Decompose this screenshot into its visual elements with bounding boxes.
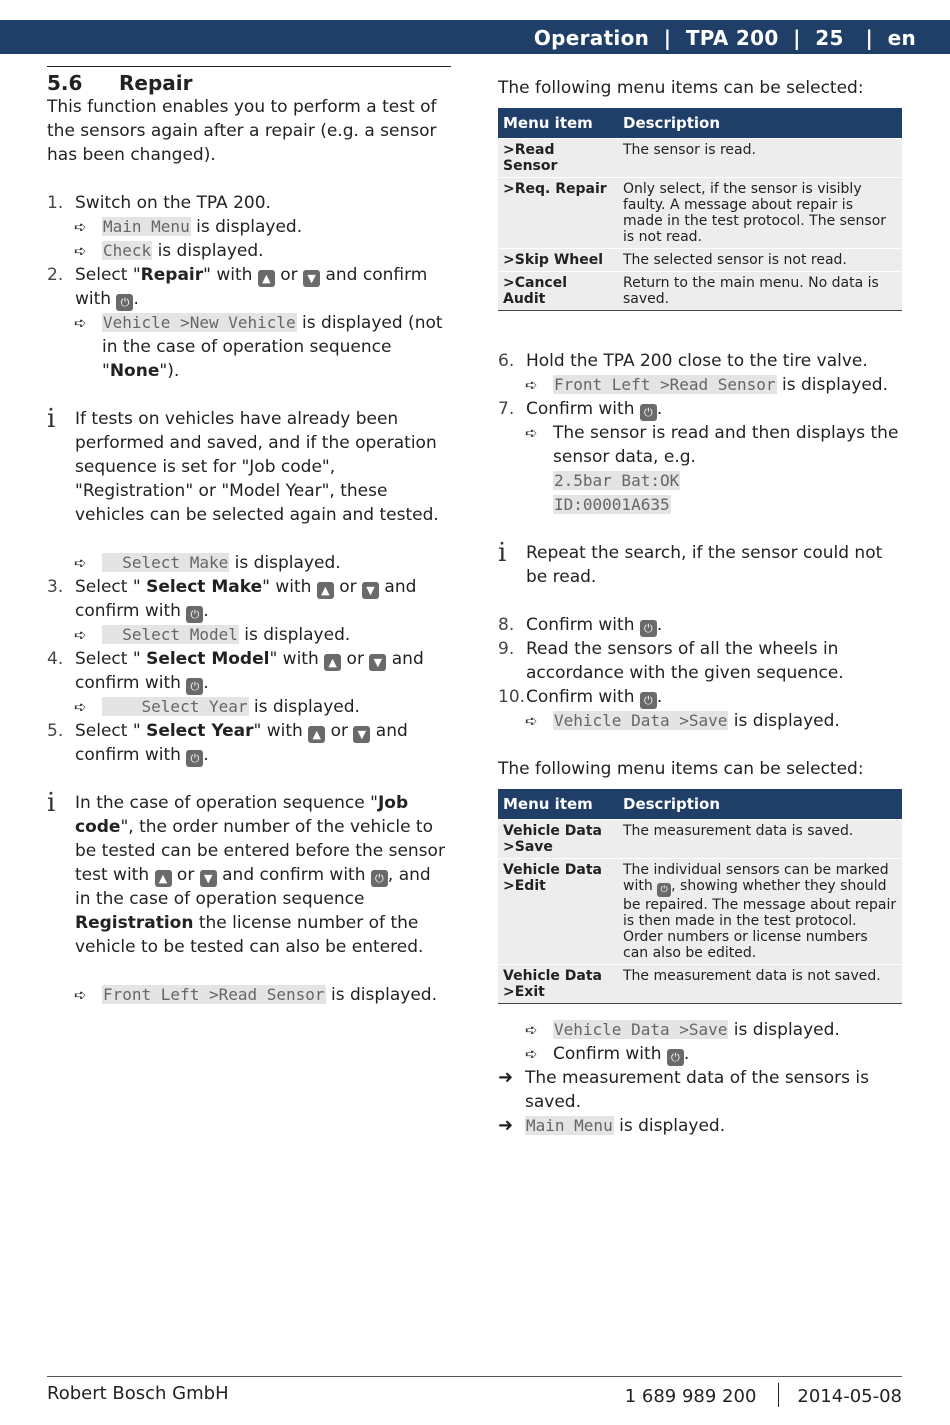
table-row: >Req. Repair Only select, if the sensor is visibly faulty. A message about repair is made in the test protocol. The sensor is not read.	[498, 178, 902, 249]
enter-key-icon: ⏻	[640, 620, 657, 637]
table-row: >Read Sensor The sensor is read.	[498, 139, 902, 178]
footer-doc-number: 1 689 989 200	[624, 1386, 757, 1407]
info-icon: i	[498, 538, 507, 568]
table-row: Vehicle Data >Save The measurement data is saved.	[498, 820, 902, 859]
final-arrow-icon: ➜	[498, 1067, 514, 1088]
info-note-1: i If tests on vehicles have already been performed and saved, and if the operation sequence is set for "Job code", "Registration" or "Model Year", these vehicles can be selected again and tested.	[47, 404, 439, 525]
section-title: Repair	[119, 71, 193, 95]
footer-date: 2014-05-08	[797, 1386, 902, 1407]
result-arrow-icon: ➪	[74, 314, 87, 332]
enter-key-icon: ⏻	[186, 678, 203, 695]
step-7: 7. Confirm with ⏻ .	[498, 399, 663, 419]
enter-key-icon: ⏻	[116, 294, 133, 311]
step-4: 4. Select " Select Model" with ▲ or ▼ and confirm with ⏻ .	[47, 649, 424, 693]
info-note-3: i Repeat the search, if the sensor could not be read.	[498, 538, 883, 587]
table-row: Vehicle Data >Edit The individual sensors can be marked with ⏻ , showing whether they should be repaired. The message about repair is then made in the test protocol. Order numbers or license numbers can also be edited.	[498, 859, 902, 965]
enter-key-icon: ⏻	[640, 692, 657, 709]
table-header: Description	[618, 789, 902, 820]
result-arrow-icon: ➪	[74, 698, 87, 716]
up-key-icon: ▲	[317, 582, 334, 599]
enter-key-icon: ⏻	[667, 1049, 684, 1066]
footer-company: Robert Bosch GmbH	[47, 1383, 229, 1404]
final-arrow-icon: ➜	[498, 1115, 514, 1136]
section-number: 5.6	[47, 71, 83, 95]
menu-table-1	[498, 108, 902, 311]
menu-items-intro-2: The following menu items can be selected:	[498, 759, 864, 779]
menu-table-2	[498, 789, 902, 1004]
step-10: 10. Confirm with ⏻ .	[498, 687, 663, 707]
down-key-icon: ▼	[200, 870, 217, 887]
result-arrow-icon: ➪	[74, 242, 87, 260]
right-column	[498, 76, 902, 1138]
down-key-icon: ▼	[353, 726, 370, 743]
result-arrow-icon: ➪	[74, 626, 87, 644]
enter-key-icon: ⏻	[371, 870, 388, 887]
final-result-2: ➜ Main Menu is displayed.	[498, 1115, 726, 1136]
step-2: 2. Select "Repair" with ▲ or ▼ and confirm with ⏻ .	[47, 265, 428, 309]
step-7-result: ➪ The sensor is read and then displays the sensor data, e.g. 2.5bar Bat:OK ID:00001A635	[525, 423, 899, 514]
down-key-icon: ▼	[303, 270, 320, 287]
select-year-result: ➪ Select Year is displayed.	[74, 697, 360, 717]
up-key-icon: ▲	[258, 270, 275, 287]
enter-key-icon: ⏻	[186, 750, 203, 767]
left-column	[47, 66, 451, 1007]
info-icon: i	[47, 404, 56, 434]
page-header	[0, 20, 950, 54]
step-1-result-1: ➪ Main Menu is displayed.	[74, 217, 303, 237]
step-8: 8. Confirm with ⏻ .	[498, 615, 663, 635]
table-row: Vehicle Data >Exit The measurement data is not saved.	[498, 965, 902, 1004]
confirm-result: ➪ Confirm with ⏻ .	[525, 1044, 690, 1064]
menu-items-intro-1: The following menu items can be selected:	[498, 78, 864, 98]
up-key-icon: ▲	[324, 654, 341, 671]
step-1: 1. Switch on the TPA 200.	[47, 193, 271, 213]
result-arrow-icon: ➪	[525, 424, 538, 442]
save-result: ➪ Vehicle Data >Save is displayed.	[525, 1020, 840, 1040]
header-text: Operation | TPA 200 | 25 | en	[533, 26, 916, 50]
section-rule	[47, 66, 451, 67]
info-note-2: i In the case of operation sequence "Job code", the order number of the vehicle to be tested can be entered before the sensor test with ▲ or ▼ and confirm with ⏻ , and in the case of operation sequence Registration the license number of the vehicle to be tested can also be entered.	[47, 788, 445, 957]
result-arrow-icon: ➪	[74, 986, 87, 1004]
step-6-result: ➪ Front Left >Read Sensor is displayed.	[525, 375, 888, 395]
result-arrow-icon: ➪	[525, 1045, 538, 1063]
step-2-result: ➪ Vehicle >New Vehicle is displayed (not in the case of operation sequence "None").	[74, 313, 443, 381]
table-row: >Skip Wheel The selected sensor is not read.	[498, 249, 902, 272]
enter-key-icon: ⏻	[186, 606, 203, 623]
table-header: Description	[618, 108, 902, 139]
step-5: 5. Select " Select Year" with ▲ or ▼ and confirm with ⏻ .	[47, 721, 408, 765]
select-make-result: ➪ Select Make is displayed.	[74, 553, 341, 573]
enter-key-icon: ⏻	[640, 404, 657, 421]
step-1-result-2: ➪ Check is displayed.	[74, 241, 264, 261]
table-row: >Cancel Audit Return to the main menu. No data is saved.	[498, 272, 902, 311]
result-arrow-icon: ➪	[525, 712, 538, 730]
result-arrow-icon: ➪	[74, 218, 87, 236]
section-intro: This function enables you to perform a test of the sensors again after a repair (e.g. a sensor has been changed).	[47, 97, 437, 165]
up-key-icon: ▲	[155, 870, 172, 887]
footer-rule	[47, 1376, 902, 1377]
section-heading	[47, 71, 451, 95]
step-9: 9. Read the sensors of all the wheels in accordance with the given sequence.	[498, 639, 844, 683]
table-header: Menu item	[498, 108, 618, 139]
select-model-result: ➪ Select Model is displayed.	[74, 625, 351, 645]
result-arrow-icon: ➪	[525, 376, 538, 394]
result-arrow-icon: ➪	[74, 554, 87, 572]
down-key-icon: ▼	[369, 654, 386, 671]
info-icon: i	[47, 788, 56, 818]
enter-key-icon: ⏻	[657, 883, 671, 897]
step-6: 6. Hold the TPA 200 close to the tire valve.	[498, 351, 868, 371]
step-10-result: ➪ Vehicle Data >Save is displayed.	[525, 711, 840, 731]
result-arrow-icon: ➪	[525, 1021, 538, 1039]
down-key-icon: ▼	[362, 582, 379, 599]
step-3: 3. Select " Select Make" with ▲ or ▼ and confirm with ⏻ .	[47, 577, 417, 621]
table-header: Menu item	[498, 789, 618, 820]
footer-info	[625, 1383, 902, 1407]
up-key-icon: ▲	[308, 726, 325, 743]
read-sensor-result: ➪ Front Left >Read Sensor is displayed.	[74, 985, 437, 1005]
final-result-1: ➜ The measurement data of the sensors is saved.	[498, 1067, 869, 1112]
